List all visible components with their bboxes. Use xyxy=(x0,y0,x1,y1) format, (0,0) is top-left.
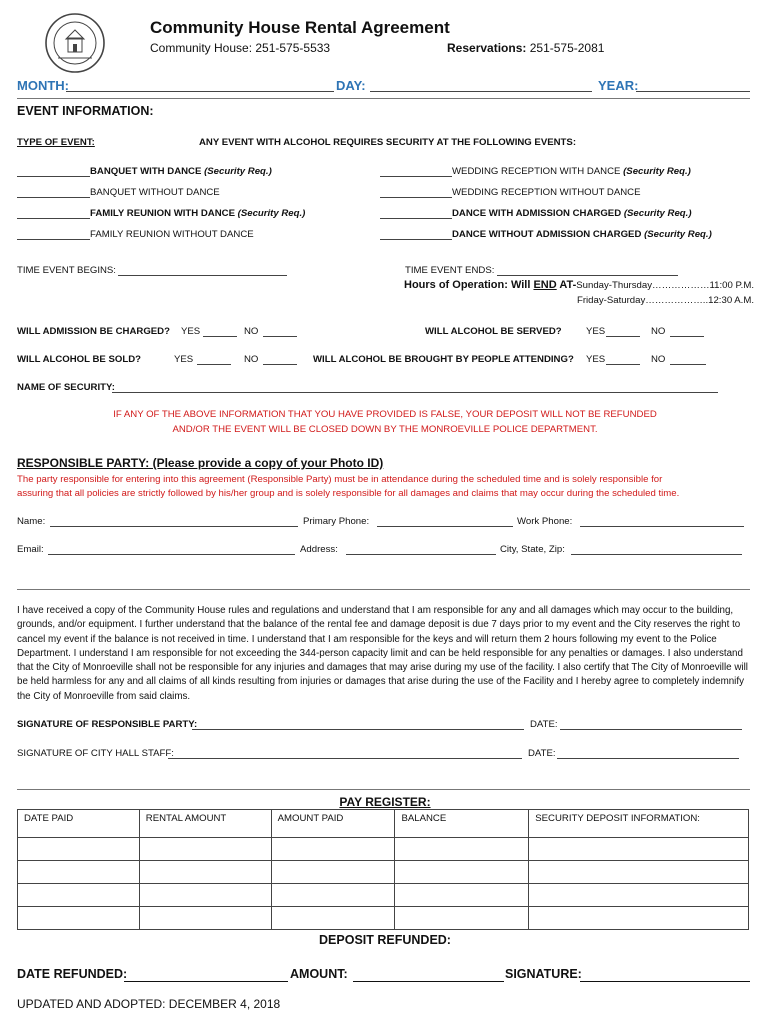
pay-divider xyxy=(17,789,750,790)
event-option-label: FAMILY REUNION WITHOUT DANCE xyxy=(90,229,254,240)
deposit-signature-field[interactable] xyxy=(580,981,750,982)
event-option-label: FAMILY REUNION WITH DANCE (Security Req.) xyxy=(90,208,306,219)
reservations-phone: Reservations: 251-575-2081 xyxy=(447,41,605,55)
event-option-label: WEDDING RECEPTION WITHOUT DANCE xyxy=(452,187,641,198)
security-name-label: NAME OF SECURITY: xyxy=(17,382,115,393)
brought-yes-label: YES xyxy=(586,354,606,365)
served-yes-field[interactable] xyxy=(606,336,640,337)
type-of-event-label: TYPE OF EVENT: xyxy=(17,137,95,148)
table-cell[interactable] xyxy=(395,861,529,884)
pay-register-header-row xyxy=(18,810,749,838)
table-cell[interactable] xyxy=(529,907,749,930)
table-cell[interactable] xyxy=(529,838,749,861)
brought-yes-field[interactable] xyxy=(606,364,640,365)
event-option-label: BANQUET WITH DANCE (Security Req.) xyxy=(90,166,272,177)
served-no-label: NO xyxy=(651,326,666,337)
table-row xyxy=(18,907,749,930)
city-state-zip-field[interactable] xyxy=(571,554,742,555)
event-option-label: DANCE WITH ADMISSION CHARGED (Security Req.) xyxy=(452,208,692,219)
community-house-phone: Community House: 251-575-5533 xyxy=(150,41,331,55)
name-label: Name: xyxy=(17,516,46,527)
table-cell[interactable] xyxy=(395,838,529,861)
sold-yes-field[interactable] xyxy=(197,364,231,365)
event-option-checkline[interactable] xyxy=(380,176,452,177)
responsible-note-1: The party responsible for entering into this agreement (Responsible Party) must be in attendance during the scheduled time and is solely responsible for xyxy=(17,474,663,485)
deposit-signature-label: SIGNATURE: xyxy=(505,967,582,981)
primary-phone-field[interactable] xyxy=(377,526,513,527)
table-cell[interactable] xyxy=(139,884,271,907)
deposit-refunded-heading: DEPOSIT REFUNDED: xyxy=(319,933,451,947)
table-row xyxy=(18,884,749,907)
day-field[interactable] xyxy=(370,91,592,92)
alcohol-sold-question: WILL ALCOHOL BE SOLD? xyxy=(17,354,142,365)
city-state-zip-label: City, State, Zip: xyxy=(500,544,565,555)
warning-line-2: AND/OR THE EVENT WILL BE CLOSED DOWN BY THE MONROEVILLE POLICE DEPARTMENT. xyxy=(172,424,598,435)
table-cell[interactable] xyxy=(271,838,395,861)
time-ends-field[interactable] xyxy=(497,275,678,276)
alcohol-security-note: ANY EVENT WITH ALCOHOL REQUIRES SECURITY AT THE FOLLOWING EVENTS: xyxy=(199,137,577,148)
day-label: DAY: xyxy=(336,78,366,93)
primary-phone-label: Primary Phone: xyxy=(303,516,370,527)
alcohol-brought-question: WILL ALCOHOL BE BROUGHT BY PEOPLE ATTENDING? xyxy=(313,354,574,365)
alcohol-served-question: WILL ALCOHOL BE SERVED? xyxy=(425,326,562,337)
signature-responsible-field[interactable] xyxy=(192,729,524,730)
table-row xyxy=(18,861,749,884)
security-name-field[interactable] xyxy=(112,392,718,393)
event-option-checkline[interactable] xyxy=(380,239,452,240)
time-ends-label: TIME EVENT ENDS: xyxy=(405,265,495,276)
time-begins-field[interactable] xyxy=(118,275,287,276)
time-begins-label: TIME EVENT BEGINS: xyxy=(17,265,116,276)
event-option-checkline[interactable] xyxy=(17,197,90,198)
table-cell[interactable] xyxy=(395,907,529,930)
admission-yes-label: YES xyxy=(181,326,201,337)
warning-line-1: IF ANY OF THE ABOVE INFORMATION THAT YOU HAVE PROVIDED IS FALSE, YOUR DEPOSIT WILL NOT BE REFUNDED xyxy=(113,409,657,420)
admission-yes-field[interactable] xyxy=(203,336,237,337)
brought-no-field[interactable] xyxy=(670,364,706,365)
responsible-note-2: assuring that all policies are strictly followed by his/her group and is solely responsible for all damages and claims that may occur during the scheduled time. xyxy=(17,488,680,499)
responsible-party-heading: RESPONSIBLE PARTY: (Please provide a copy of your Photo ID) xyxy=(17,456,384,470)
col-security-deposit: SECURITY DEPOSIT INFORMATION: xyxy=(529,810,749,838)
event-option-label: BANQUET WITHOUT DANCE xyxy=(90,187,220,198)
event-option-checkline[interactable] xyxy=(380,218,452,219)
month-label: MONTH: xyxy=(17,78,69,93)
admission-no-field[interactable] xyxy=(263,336,297,337)
admission-question: WILL ADMISSION BE CHARGED? xyxy=(17,326,170,337)
event-option-checkline[interactable] xyxy=(17,218,90,219)
document-title: Community House Rental Agreement xyxy=(150,18,450,37)
col-amount-paid: AMOUNT PAID xyxy=(271,810,395,838)
table-cell[interactable] xyxy=(18,861,140,884)
served-yes-label: YES xyxy=(586,326,606,337)
city-seal-logo xyxy=(44,12,106,74)
name-field[interactable] xyxy=(50,526,298,527)
event-option-checkline[interactable] xyxy=(17,239,90,240)
sold-yes-label: YES xyxy=(174,354,194,365)
signature-responsible-label: SIGNATURE OF RESPONSIBLE PARTY: xyxy=(17,719,198,730)
amount-field[interactable] xyxy=(353,981,504,982)
table-cell[interactable] xyxy=(18,907,140,930)
pay-register-heading: PAY REGISTER: xyxy=(339,795,431,809)
email-field[interactable] xyxy=(48,554,295,555)
sold-no-field[interactable] xyxy=(263,364,297,365)
col-balance: BALANCE xyxy=(395,810,529,838)
table-cell[interactable] xyxy=(271,884,395,907)
signature-responsible-date-label: DATE: xyxy=(530,719,558,730)
section-divider xyxy=(17,589,750,590)
address-label: Address: xyxy=(300,544,338,555)
served-no-field[interactable] xyxy=(670,336,704,337)
table-row xyxy=(18,838,749,861)
col-date-paid: DATE PAID xyxy=(18,810,140,838)
signature-staff-field[interactable] xyxy=(168,758,522,759)
table-cell[interactable] xyxy=(529,884,749,907)
event-information-heading: EVENT INFORMATION: xyxy=(17,104,154,118)
agreement-paragraph: I have received a copy of the Community House rules and regulations and understand that I am responsible for any and all damages which may occur to the building, grounds, and/or equipment. I further understand that the balance of the rental fee and damage deposit is due 7 days prior to my event and the City reserves the right to cancel my event if the balance is not received in time. I understand that I am responsible for the keys and will return them 2 hours following my event to the Police Department. I understand I am responsible for not exceeding the 344-person capacity limit and can be held responsible for any penalties or damages. I also understand that the City of Monroeville shall not be responsible for any injuries and damages that may arise during my use of the facility. I also certify that The City of Monroeville will be held harmless for any and all claims of all kinds resulting from injuries or damages that arise during the use of the Facility and I hereby agree to completely indemnify the City of Monroeville from said claims. xyxy=(17,605,748,702)
hours-of-operation: Hours of Operation: Will END AT-Sunday-Thursday………………11:00 P.M. xyxy=(404,279,754,291)
brought-no-label: NO xyxy=(651,354,666,365)
event-option-checkline[interactable] xyxy=(17,176,90,177)
col-rental-amount: RENTAL AMOUNT xyxy=(139,810,271,838)
amount-label: AMOUNT: xyxy=(290,967,348,981)
date-refunded-label: DATE REFUNDED: xyxy=(17,967,128,981)
hours-weekend: Friday-Saturday………………..12:30 A.M. xyxy=(577,295,755,306)
date-refunded-field[interactable] xyxy=(124,981,288,982)
year-field[interactable] xyxy=(636,91,750,92)
event-option-label: DANCE WITHOUT ADMISSION CHARGED (Security Req.) xyxy=(452,229,712,240)
table-cell[interactable] xyxy=(529,861,749,884)
signature-staff-label: SIGNATURE OF CITY HALL STAFF: xyxy=(17,748,174,759)
email-label: Email: xyxy=(17,544,44,555)
event-option-checkline[interactable] xyxy=(380,197,452,198)
table-cell[interactable] xyxy=(271,907,395,930)
event-option-label: WEDDING RECEPTION WITH DANCE (Security Req.) xyxy=(452,166,691,177)
table-cell[interactable] xyxy=(18,884,140,907)
signature-staff-date-field[interactable] xyxy=(557,758,739,759)
footer-updated: UPDATED AND ADOPTED: DECEMBER 4, 2018 xyxy=(17,997,281,1011)
work-phone-label: Work Phone: xyxy=(517,516,573,527)
table-cell[interactable] xyxy=(18,838,140,861)
table-cell[interactable] xyxy=(395,884,529,907)
pay-register-table xyxy=(17,809,749,930)
sold-no-label: NO xyxy=(244,354,259,365)
year-label: YEAR: xyxy=(598,78,639,93)
admission-no-label: NO xyxy=(244,326,259,337)
table-cell[interactable] xyxy=(139,861,271,884)
table-cell[interactable] xyxy=(139,907,271,930)
signature-responsible-date-field[interactable] xyxy=(560,729,742,730)
work-phone-field[interactable] xyxy=(580,526,744,527)
table-cell[interactable] xyxy=(271,861,395,884)
month-field[interactable] xyxy=(66,91,334,92)
table-cell[interactable] xyxy=(139,838,271,861)
address-field[interactable] xyxy=(346,554,496,555)
header-divider xyxy=(17,98,750,99)
signature-staff-date-label: DATE: xyxy=(528,748,556,759)
